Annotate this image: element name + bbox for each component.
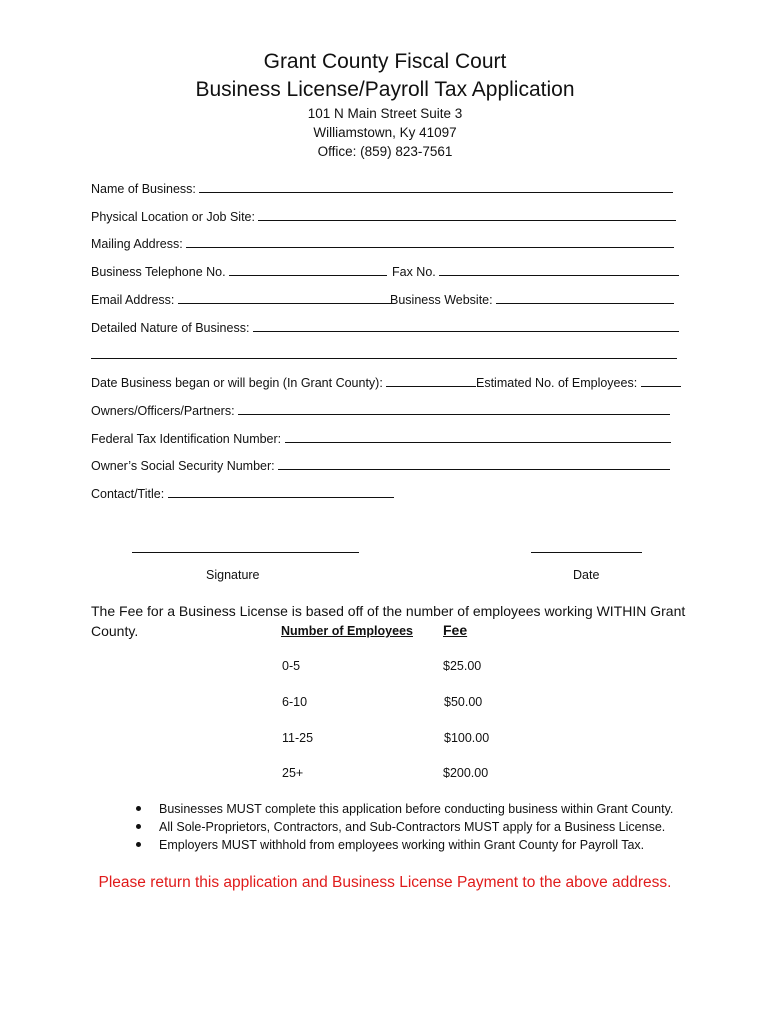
nature-field-continued[interactable] (91, 358, 677, 359)
email-label: Email Address: (91, 293, 175, 307)
website-row (390, 291, 674, 307)
mailing-address-label: Mailing Address: (91, 237, 183, 251)
ssn-label: Owner’s Social Security Number: (91, 459, 275, 473)
fee-intro-line-1: The Fee for a Business License is based off of the number of employees working WITHIN Grant (91, 603, 686, 619)
physical-location-label: Physical Location or Job Site: (91, 210, 255, 224)
page-subtitle: Business License/Payroll Tax Application (195, 78, 575, 101)
owners-field[interactable] (238, 402, 670, 415)
ssn-row (91, 457, 670, 473)
nature-row (91, 319, 679, 335)
website-field[interactable] (496, 291, 674, 304)
name-of-business-label: Name of Business: (91, 182, 196, 196)
fee-row-employees: 6-10 (282, 695, 308, 709)
signature-line[interactable] (132, 552, 359, 553)
estimated-employees-field[interactable] (641, 374, 681, 387)
date-began-row (91, 374, 476, 390)
ssn-field[interactable] (278, 457, 670, 470)
fee-column-header: Fee (443, 622, 468, 638)
office-phone: Office: (859) 823-7561 (317, 144, 453, 159)
contact-label: Contact/Title: (91, 487, 165, 501)
fee-row-employees: 0-5 (282, 659, 301, 673)
fee-intro-line-2: County. (91, 623, 139, 639)
fee-row-employees: 25+ (282, 766, 304, 780)
fax-row (392, 263, 679, 279)
fee-row-amount: $25.00 (443, 659, 482, 673)
business-telephone-label: Business Telephone No. (91, 265, 226, 279)
email-row (91, 291, 392, 307)
fax-field[interactable] (439, 263, 679, 276)
physical-location-field[interactable] (258, 208, 676, 221)
bullet-item: All Sole-Proprietors, Contractors, and Sub-Contractors MUST apply for a Business License. (159, 820, 666, 834)
federal-tax-id-label: Federal Tax Identification Number: (91, 432, 282, 446)
physical-location-row (91, 208, 676, 224)
signature-label: Signature (206, 568, 260, 582)
name-of-business-field[interactable] (199, 180, 673, 193)
mailing-address-field[interactable] (186, 235, 674, 248)
fee-row-amount: $50.00 (444, 695, 483, 709)
owners-row (91, 402, 670, 418)
name-of-business-row (91, 180, 673, 196)
fee-row-employees: 11-25 (282, 731, 314, 745)
bullet-item: Businesses MUST complete this application before conducting business within Grant County. (159, 802, 674, 816)
date-began-label: Date Business began or will begin (In Grant County): (91, 376, 383, 390)
date-line[interactable] (531, 552, 642, 553)
mailing-address-row (91, 235, 674, 251)
contact-row (91, 485, 394, 501)
federal-tax-id-field[interactable] (285, 430, 671, 443)
fax-label: Fax No. (392, 265, 436, 279)
employees-column-header: Number of Employees (281, 624, 413, 638)
owners-label: Owners/Officers/Partners: (91, 404, 235, 418)
bullet-icon (136, 806, 141, 811)
address-line-2: Williamstown, Ky 41097 (313, 125, 457, 140)
website-label: Business Website: (390, 293, 493, 307)
contact-field[interactable] (168, 485, 394, 498)
estimated-employees-label: Estimated No. of Employees: (476, 376, 638, 390)
federal-tax-id-row (91, 430, 671, 446)
address-line-1: 101 N Main Street Suite 3 (307, 106, 463, 121)
bullet-item: Employers MUST withhold from employees working within Grant County for Payroll Tax. (159, 838, 645, 852)
fee-row-amount: $100.00 (444, 731, 490, 745)
nature-field[interactable] (253, 319, 679, 332)
page-title: Grant County Fiscal Court (263, 50, 507, 73)
business-telephone-field[interactable] (229, 263, 387, 276)
nature-label: Detailed Nature of Business: (91, 321, 250, 335)
date-label: Date (573, 568, 600, 582)
email-field[interactable] (178, 291, 392, 304)
return-notice: Please return this application and Business License Payment to the above address. (98, 874, 672, 891)
employees-row (476, 374, 681, 390)
telephone-row (91, 263, 387, 279)
fee-row-amount: $200.00 (443, 766, 489, 780)
date-began-field[interactable] (386, 374, 476, 387)
bullet-icon (136, 824, 141, 829)
bullet-icon (136, 842, 141, 847)
